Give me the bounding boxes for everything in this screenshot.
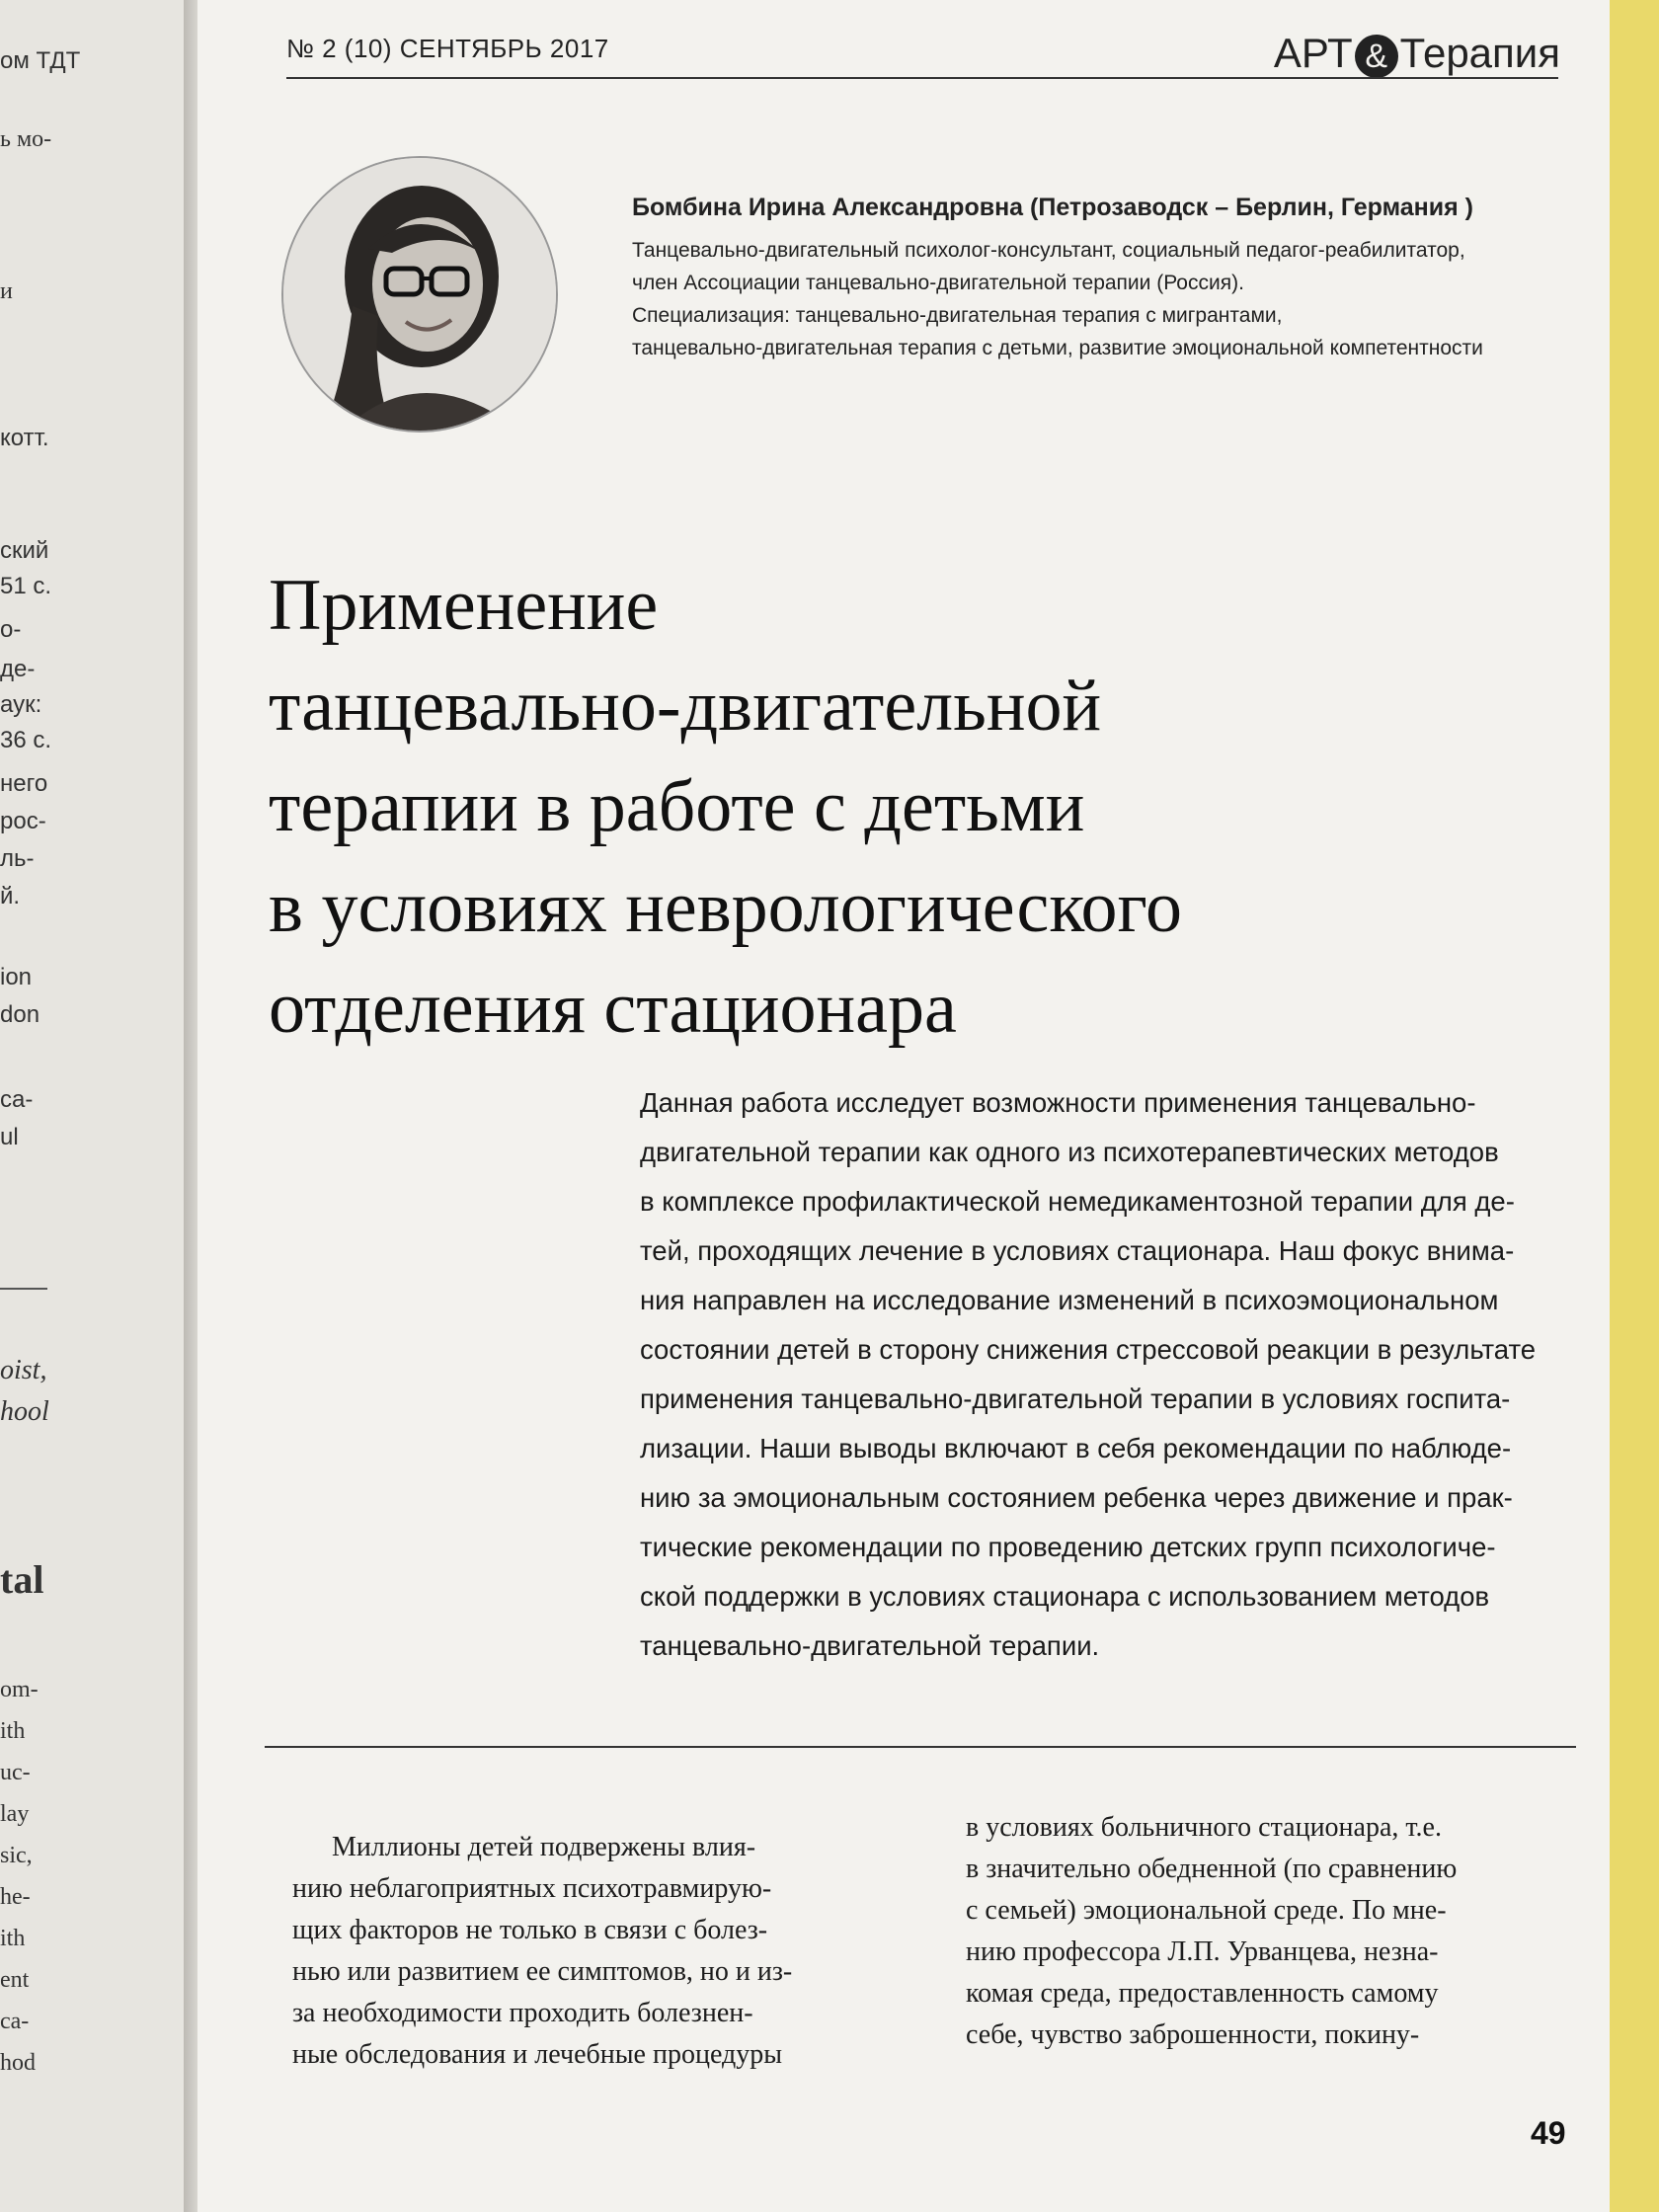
left-page-text: hool: [0, 1396, 49, 1427]
left-page-text: ith: [0, 1718, 26, 1744]
left-page-text: ul: [0, 1124, 19, 1150]
left-page-text: don: [0, 1001, 40, 1028]
abstract-line: состоянии детей в сторону снижения стрессовой реакции в результате: [640, 1334, 1537, 1365]
body-line: в условиях больничного стационара, т.е.: [966, 1812, 1442, 1843]
author-line: танцевально-двигательная терапия с детьми, развитие эмоциональной компетентности: [632, 337, 1483, 359]
author-info: [632, 194, 1521, 364]
left-page-text: и: [0, 278, 13, 304]
body-line: с семьей) эмоциональной среде. По мне-: [966, 1895, 1447, 1926]
left-page-text: де-: [0, 656, 36, 682]
left-page-text: ский: [0, 537, 49, 564]
author-photo: [281, 156, 558, 433]
left-page-text: ca-: [0, 1086, 34, 1113]
body-line: себе, чувство заброшенности, покину-: [966, 2019, 1420, 2050]
abstract-line: Данная работа исследует возможности применения танцевально-: [640, 1087, 1476, 1118]
left-page-text: ca-: [0, 2009, 30, 2034]
abstract: [640, 1078, 1568, 1671]
left-page-text: о-: [0, 616, 22, 643]
body-line: нью или развитием ее симптомов, но и из-: [292, 1956, 793, 1987]
title-line: танцевально-двигательной: [269, 665, 1102, 747]
title-line: отделения стационара: [269, 967, 957, 1049]
header-divider: [286, 77, 1558, 79]
portrait-icon: [283, 158, 556, 431]
author-name: Бомбина Ирина Александровна (Петрозаводск – Берлин, Германия ): [632, 194, 1473, 221]
left-page-fragment: [0, 0, 198, 2212]
body-line: нию профессора Л.П. Урванцева, незна-: [966, 1936, 1439, 1967]
logo-left-text: АРТ: [1273, 30, 1353, 76]
left-page-text: й.: [0, 883, 21, 909]
body-column-left: [292, 1827, 924, 2076]
logo-ampersand: &: [1355, 35, 1398, 78]
abstract-line: тей, проходящих лечение в условиях стационара. Наш фокус внима-: [640, 1235, 1515, 1266]
left-page-text: lay: [0, 1801, 30, 1827]
left-page-text: oist,: [0, 1355, 47, 1385]
article-title: [269, 555, 1552, 1059]
logo-right-text: Терапия: [1399, 30, 1560, 76]
body-column-right: [966, 1807, 1598, 2056]
left-page-divider: [0, 1288, 47, 1290]
title-line: терапии в работе с детьми: [269, 765, 1085, 847]
body-line: нию неблагоприятных психотравмирую-: [292, 1873, 772, 1904]
abstract-line: двигательной терапии как одного из психотерапевтических методов: [640, 1137, 1499, 1167]
abstract-line: ской поддержки в условиях стационара с использованием методов: [640, 1581, 1490, 1612]
left-page-text: ом ТДТ: [0, 47, 81, 74]
left-page-text: hod: [0, 2050, 36, 2076]
left-page-text: него: [0, 770, 48, 797]
left-page-text: аук:: [0, 691, 42, 718]
left-page-text: ent: [0, 1967, 30, 1993]
left-page-text: om-: [0, 1677, 39, 1702]
left-page-text: sic,: [0, 1843, 33, 1868]
body-line: в значительно обедненной (по сравнению: [966, 1854, 1458, 1884]
left-page-text: ь мо-: [0, 126, 52, 152]
page-number: 49: [1531, 2115, 1566, 2151]
section-divider: [265, 1746, 1576, 1748]
left-page-text: ion: [0, 964, 33, 990]
abstract-line: в комплексе профилактической немедикаментозной терапии для де-: [640, 1186, 1515, 1217]
author-line: Танцевально-двигательный психолог-консультант, социальный педагог-реабилитатор,: [632, 239, 1465, 262]
left-page-text: рос-: [0, 808, 46, 834]
title-line: в условиях неврологического: [269, 866, 1183, 948]
abstract-line: тические рекомендации по проведению детских групп психологиче-: [640, 1532, 1496, 1562]
abstract-line: танцевально-двигательной терапии.: [640, 1630, 1100, 1661]
body-line: комая среда, предоставленность самому: [966, 1978, 1439, 2009]
body-line: Миллионы детей подвержены влия-: [332, 1832, 756, 1862]
left-page-text: ль-: [0, 845, 35, 872]
left-page-text: 36 с.: [0, 727, 52, 753]
body-line: ные обследования и лечебные процедуры: [292, 2039, 783, 2070]
author-line: Специализация: танцевально-двигательная терапия с мигрантами,: [632, 304, 1283, 327]
journal-logo: [1274, 30, 1560, 78]
body-line: щих факторов не только в связи с болез-: [292, 1915, 768, 1945]
left-page-text: uc-: [0, 1760, 31, 1785]
left-page-text: ith: [0, 1926, 26, 1951]
issue-header: № 2 (10) СЕНТЯБРЬ 2017: [286, 34, 609, 63]
left-page-text: he-: [0, 1884, 31, 1910]
title-line: Применение: [269, 564, 659, 646]
abstract-line: применения танцевально-двигательной терапии в условиях госпита-: [640, 1383, 1511, 1414]
abstract-line: лизации. Наши выводы включают в себя рекомендации по наблюде-: [640, 1433, 1512, 1463]
background-strip: [1610, 0, 1659, 2212]
author-line: член Ассоциации танцевально-двигательной терапии (Россия).: [632, 272, 1244, 294]
abstract-line: ния направлен на исследование изменений в психоэмоциональном: [640, 1285, 1499, 1315]
left-page-text: tal: [0, 1557, 44, 1602]
abstract-line: нию за эмоциональным состоянием ребенка через движение и прак-: [640, 1482, 1513, 1513]
body-line: за необходимости проходить болезнен-: [292, 1998, 753, 2028]
left-page-text: котт.: [0, 425, 49, 451]
left-page-text: 51 с.: [0, 573, 52, 599]
